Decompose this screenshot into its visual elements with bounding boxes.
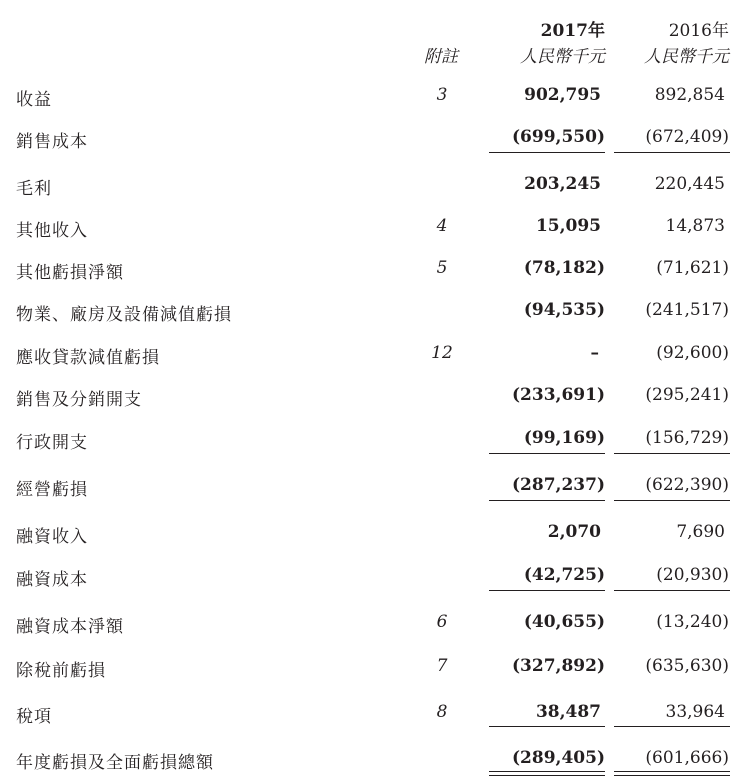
row-label: 經營虧損 [16,480,88,500]
row-label: 其他虧損淨額 [16,263,124,283]
row-label: 除稅前虧損 [16,661,106,681]
note-column-header: 附註 [424,47,458,67]
value-2016: (71,621) [656,258,729,278]
value-2017: 902,795 [524,85,601,105]
total-double-rule-bottom [614,775,730,776]
value-2016: (601,666) [645,748,729,768]
value-2016: (672,409) [645,127,729,147]
table-row [0,258,741,288]
value-2017: (99,169) [523,428,605,448]
subtotal-rule [614,590,730,591]
value-2017: (40,655) [523,612,605,632]
value-2016: 892,854 [654,85,725,105]
value-2017: (289,405) [512,748,605,768]
row-label: 融資成本 [16,570,88,590]
row-label: 應收貸款減值虧損 [16,348,160,368]
row-label: 行政開支 [16,433,88,453]
value-2016: (20,930) [656,565,729,585]
value-2016: 220,445 [654,174,725,194]
table-row [0,174,741,204]
year-2016-header: 2016年 [668,21,729,41]
value-2016: (156,729) [645,428,729,448]
subtotal-rule [489,726,605,727]
value-2017: 38,487 [535,702,601,722]
row-note: 12 [431,343,453,363]
value-2017: 2,070 [547,522,601,542]
table-row [0,216,741,246]
row-note: 6 [436,612,448,632]
value-2017: (42,725) [523,565,605,585]
value-2016: 14,873 [665,216,725,236]
subtotal-rule [614,453,730,454]
table-row [0,612,741,642]
table-row [0,748,741,778]
table-row [0,702,741,732]
table-row [0,300,741,330]
value-2016: (13,240) [656,612,729,632]
value-2016: 33,964 [665,702,725,722]
value-2017: (699,550) [512,127,605,147]
value-2016: (635,630) [645,656,729,676]
row-label: 銷售成本 [16,132,88,152]
value-2017: – [590,343,599,363]
subtotal-rule [614,500,730,501]
total-double-rule-top [489,771,605,772]
value-2017: 15,095 [535,216,601,236]
row-label: 毛利 [16,179,52,199]
value-2016: (92,600) [656,343,729,363]
row-note: 5 [436,258,448,278]
value-2017: (78,182) [523,258,605,278]
row-note: 8 [436,702,448,722]
value-2017: (327,892) [512,656,605,676]
unit-2017-header: 人民幣千元 [520,47,605,67]
table-row [0,522,741,552]
row-label: 融資收入 [16,527,88,547]
subtotal-rule [489,590,605,591]
value-2016: (295,241) [645,385,729,405]
value-2017: (287,237) [512,475,605,495]
table-row [0,385,741,415]
row-note: 7 [436,656,448,676]
row-label: 融資成本淨額 [16,617,124,637]
table-row [0,656,741,686]
value-2016: 7,690 [676,522,725,542]
row-label: 銷售及分銷開支 [16,390,142,410]
subtotal-rule [614,152,730,153]
row-note: 3 [436,85,448,105]
year-2017-header: 2017年 [540,21,605,41]
value-2017: (94,535) [523,300,605,320]
total-double-rule-bottom [489,775,605,776]
table-row [0,343,741,373]
unit-2016-header: 人民幣千元 [644,47,729,67]
row-label: 年度虧損及全面虧損總額 [16,753,214,773]
subtotal-rule [614,726,730,727]
row-label: 其他收入 [16,221,88,241]
row-note: 4 [436,216,448,236]
value-2017: (233,691) [512,385,605,405]
value-2017: 203,245 [524,174,601,194]
table-row [0,85,741,115]
row-label: 稅項 [16,707,52,727]
value-2016: (622,390) [645,475,729,495]
value-2016: (241,517) [645,300,729,320]
row-label: 物業、廠房及設備減值虧損 [16,305,232,325]
row-label: 收益 [16,90,52,110]
subtotal-rule [489,453,605,454]
subtotal-rule [489,152,605,153]
total-double-rule-top [614,771,730,772]
subtotal-rule [489,500,605,501]
